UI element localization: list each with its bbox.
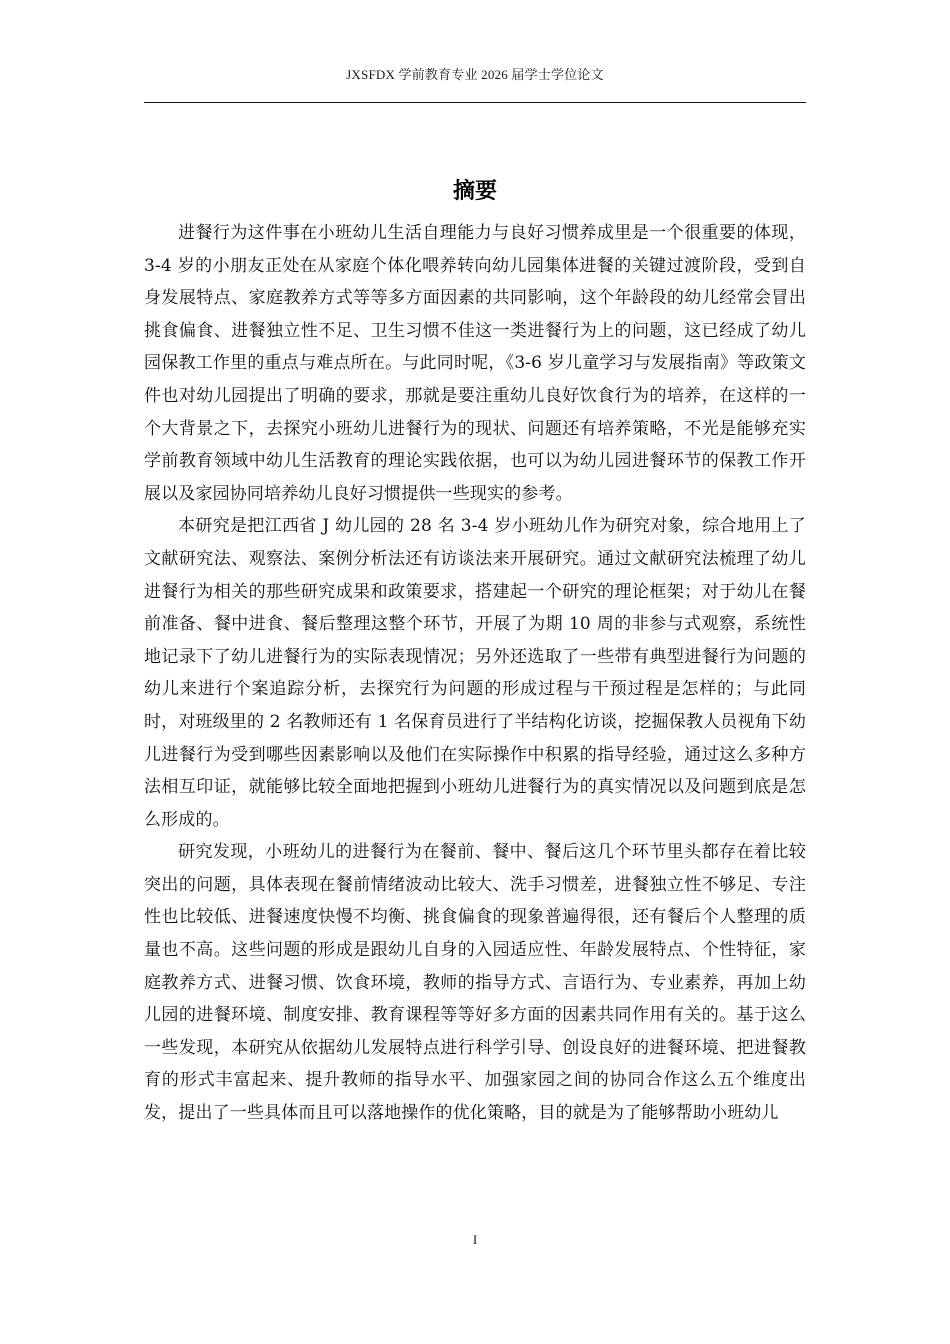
running-header: JXSFDX 学前教育专业 2026 届学士学位论文 [346,67,604,82]
abstract-paragraph-1: 进餐行为这件事在小班幼儿生活自理能力与良好习惯养成里是一个很重要的体现，3-4 岁的小朋友正处在从家庭个体化喂养转向幼儿园集体进餐的关键过渡阶段，受到自身发展特点、家庭教养方式等等多方面因素的共同影响，这个年龄段的幼儿经常会冒出挑食偏食、进餐独立性不足、卫生习惯不佳这一类进餐行为上的问题，这已经成了幼儿园保教工作里的重点与难点所在。与此同时呢，《3-6 岁儿童学习与发展指南》等政策文件也对幼儿园提出了明确的要求，那就是要注重幼儿良好饮食行为的培养，在这样的一个大背景之下，去探究小班幼儿进餐行为的现状、问题还有培养策略，不光是能够充实学前教育领域中幼儿生活教育的理论实践依据，也可以为幼儿园进餐环节的保教工作开展以及家园协同培养幼儿良好习惯提供一些现实的参考。 [144,223,806,504]
abstract-body [144,217,806,1130]
abstract-title: 摘要 [452,179,497,204]
abstract-paragraph-2: 本研究是把江西省 J 幼儿园的 28 名 3-4 岁小班幼儿作为研究对象，综合地用上了文献研究法、观察法、案例分析法还有访谈法来开展研究。通过文献研究法梳理了幼儿进餐行为相关的那些研究成果和政策要求，搭建起一个研究的理论框架；对于幼儿在餐前准备、餐中进食、餐后整理这整个环节，开展了为期 10 周的非参与式观察，系统性地记录下了幼儿进餐行为的实际表现情况；另外还选取了一些带有典型进餐行为问题的幼儿来进行个案追踪分析，去探究行为问题的形成过程与干预过程是怎样的；与此同时，对班级里的 2 名教师还有 1 名保育员进行了半结构化访谈，挖掘保教人员视角下幼儿进餐行为受到哪些因素影响以及他们在实际操作中积累的指导经验，通过这么多种方法相互印证，就能够比较全面地把握到小班幼儿进餐行为的真实情况以及问题到底是怎么形成的。 [144,516,806,830]
abstract-paragraph-3: 研究发现，小班幼儿的进餐行为在餐前、餐中、餐后这几个环节里头都存在着比较突出的问题，具体表现在餐前情绪波动比较大、洗手习惯差，进餐独立性不够足、专注性也比较低、进餐速度快慢不均衡、挑食偏食的现象普遍得很，还有餐后个人整理的质量也不高。这些问题的形成是跟幼儿自身的入园适应性、年龄发展特点、个性特征，家庭教养方式、进餐习惯、饮食环境，教师的指导方式、言语行为、专业素养，再加上幼儿园的进餐环境、制度安排、教育课程等等好多方面的因素共同作用有关的。基于这么一些发现，本研究从依据幼儿发展特点进行科学引导、创设良好的进餐环境、把进餐教育的形式丰富起来、提升教师的指导水平、加强家园之间的协同合作这么五个维度出发，提出了一些具体而且可以落地操作的优化策略，目的就是为了能够帮助小班幼儿 [144,842,806,1124]
page-number: I [472,1232,478,1247]
header-rule [144,102,806,103]
